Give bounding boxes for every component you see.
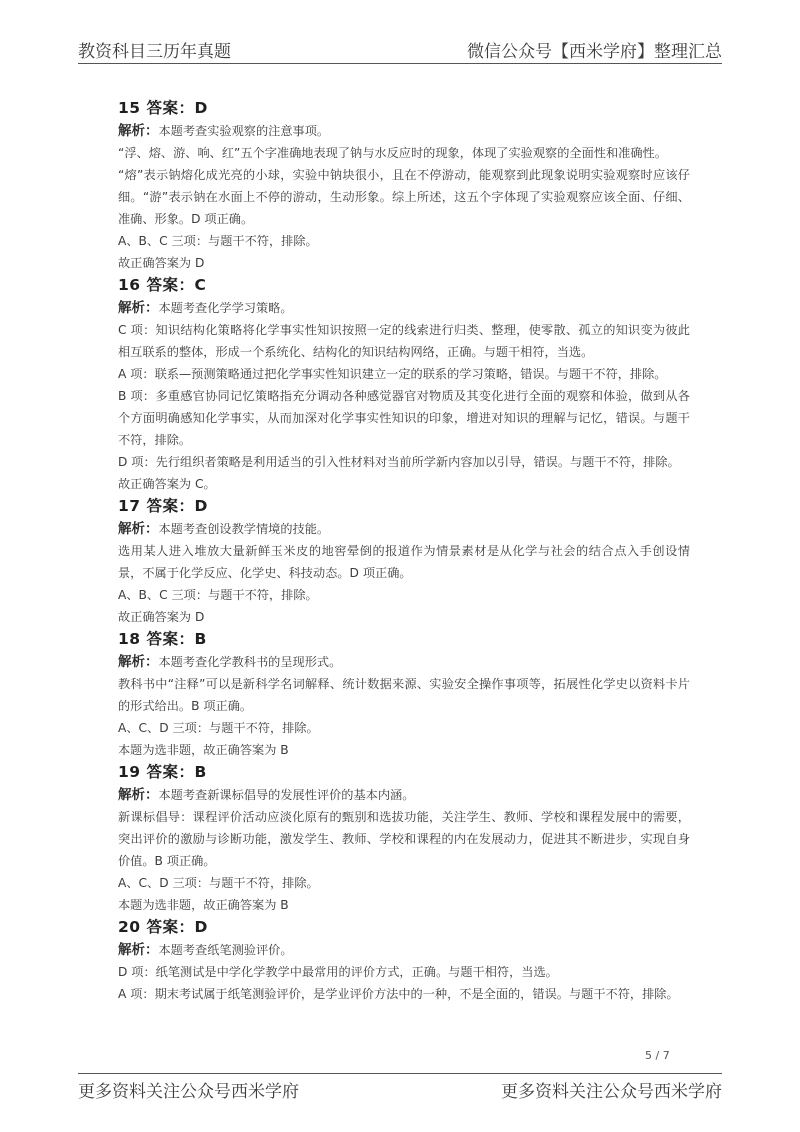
analysis-text: 本题考查纸笔测验评价。: [158, 943, 293, 957]
explanation-paragraph: 新课标倡导：课程评价活动应淡化原有的甄别和选拔功能，关注学生、教师、学校和课程发展中的需要，突出评价的激励与诊断功能，激发学生、教师、学校和课程的内在发展动力，促进其不断进步，实现自身价值。B 项正确。: [118, 810, 690, 868]
analysis-label: 解析：: [118, 123, 159, 139]
analysis-line: [118, 784, 690, 806]
answer-block: [118, 761, 690, 916]
analysis-label: 解析：: [118, 787, 159, 803]
answer-block: [118, 274, 690, 495]
analysis-line: [118, 518, 690, 540]
footer-left-text: 更多资料关注公众号西米学府: [78, 1081, 299, 1102]
analysis-label: 解析：: [118, 654, 159, 670]
analysis-text: 本题考查化学学习策略。: [158, 301, 293, 315]
analysis-line: [118, 297, 690, 319]
analysis-label: 解析：: [118, 942, 159, 958]
explanation-paragraph: 选用某人进入堆放大量新鲜玉米皮的地窖晕倒的报道作为情景素材是从化学与社会的结合点入手创设情景，不属于化学反应、化学史、科技动态。D 项正确。: [118, 544, 690, 580]
answer-title: 15 答案：D: [118, 99, 208, 117]
analysis-line: [118, 651, 690, 673]
header-right-title: 微信公众号【西米学府】整理汇总: [467, 42, 722, 62]
analysis-text: 本题考查实验观察的注意事项。: [158, 124, 330, 138]
explanation-paragraph: 故正确答案为 C。: [118, 477, 216, 491]
answer-title: 18 答案：B: [118, 630, 207, 648]
explanation-paragraph: A 项：联系—预测策略通过把化学事实性知识建立一定的联系的学习策略，错误。与题干不符，排除。: [118, 367, 667, 381]
analysis-text: 本题考查新课标倡导的发展性评价的基本内涵。: [158, 788, 415, 802]
analysis-line: [118, 120, 690, 142]
explanation-paragraph: 故正确答案为 D: [118, 610, 205, 624]
answer-title: 17 答案：D: [118, 497, 208, 515]
analysis-text: 本题考查化学教科书的呈现形式。: [158, 655, 342, 669]
answer-title: 19 答案：B: [118, 763, 207, 781]
explanation-paragraph: A、C、D 三项：与题干不符，排除。: [118, 721, 319, 735]
explanation-paragraph: 本题为选非题，故正确答案为 B: [118, 743, 289, 757]
explanation-paragraph: A、B、C 三项：与题干不符，排除。: [118, 234, 318, 248]
explanation-paragraph: “浮、熔、游、响、红”五个字准确地表现了钠与水反应时的现象，体现了实验观察的全面性和准确性。: [118, 146, 667, 160]
answer-block: [118, 628, 690, 761]
analysis-label: 解析：: [118, 521, 159, 537]
page-footer: [78, 1076, 722, 1102]
explanation-paragraph: A 项：期末考试属于纸笔测验评价，是学业评价方法中的一种，不是全面的，错误。与题干不符，排除。: [118, 987, 679, 1001]
explanation-paragraph: A、C、D 三项：与题干不符，排除。: [118, 876, 319, 890]
footer-divider: [78, 1073, 722, 1074]
answer-title: 16 答案：C: [118, 276, 207, 294]
answer-block: [118, 495, 690, 628]
answer-block: [118, 916, 690, 1005]
header-divider: [78, 63, 722, 64]
page-header: [78, 28, 722, 62]
explanation-paragraph: 本题为选非题，故正确答案为 B: [118, 898, 289, 912]
explanation-paragraph: 故正确答案为 D: [118, 256, 205, 270]
explanation-paragraph: D 项：先行组织者策略是利用适当的引入性材料对当前所学新内容加以引导，错误。与题干不符，排除。: [118, 455, 680, 469]
explanation-paragraph: C 项：知识结构化策略将化学事实性知识按照一定的线索进行归类、整理，使零散、孤立的知识变为彼此相互联系的整体，形成一个系统化、结构化的知识结构网络，正确。与题干相符，当选。: [118, 323, 690, 359]
footer-right-text: 更多资料关注公众号西米学府: [501, 1081, 722, 1102]
answer-content: [118, 97, 690, 1005]
analysis-line: [118, 939, 690, 961]
explanation-paragraph: A、B、C 三项：与题干不符，排除。: [118, 588, 318, 602]
header-left-title: 教资科目三历年真题: [78, 42, 231, 62]
explanation-paragraph: D 项：纸笔测试是中学化学教学中最常用的评价方式，正确。与题干相符，当选。: [118, 965, 558, 979]
analysis-text: 本题考查创设教学情境的技能。: [158, 522, 330, 536]
explanation-paragraph: B 项：多重感官协同记忆策略指充分调动各种感觉器官对物质及其变化进行全面的观察和体验，做到从各个方面明确感知化学事实，从而加深对化学事实性知识的印象，增进对知识的理解与记忆，错误。与题干不符，排除。: [118, 389, 690, 447]
answer-title: 20 答案：D: [118, 918, 208, 936]
explanation-paragraph: 教科书中“注释”可以是新科学名词解释、统计数据来源、实验安全操作事项等，拓展性化学史以资料卡片的形式给出。B 项正确。: [118, 677, 690, 713]
page-number: 5 / 7: [645, 1049, 670, 1062]
analysis-label: 解析：: [118, 300, 159, 316]
explanation-paragraph: “熔”表示钠熔化成光亮的小球，实验中钠块很小，且在不停游动，能观察到此现象说明实验观察时应该仔细。“游”表示钠在水面上不停的游动，生动形象。综上所述，这五个字体现了实验观察应该全面、仔细、准确、形象。D 项正确。: [118, 168, 690, 226]
answer-block: [118, 97, 690, 274]
